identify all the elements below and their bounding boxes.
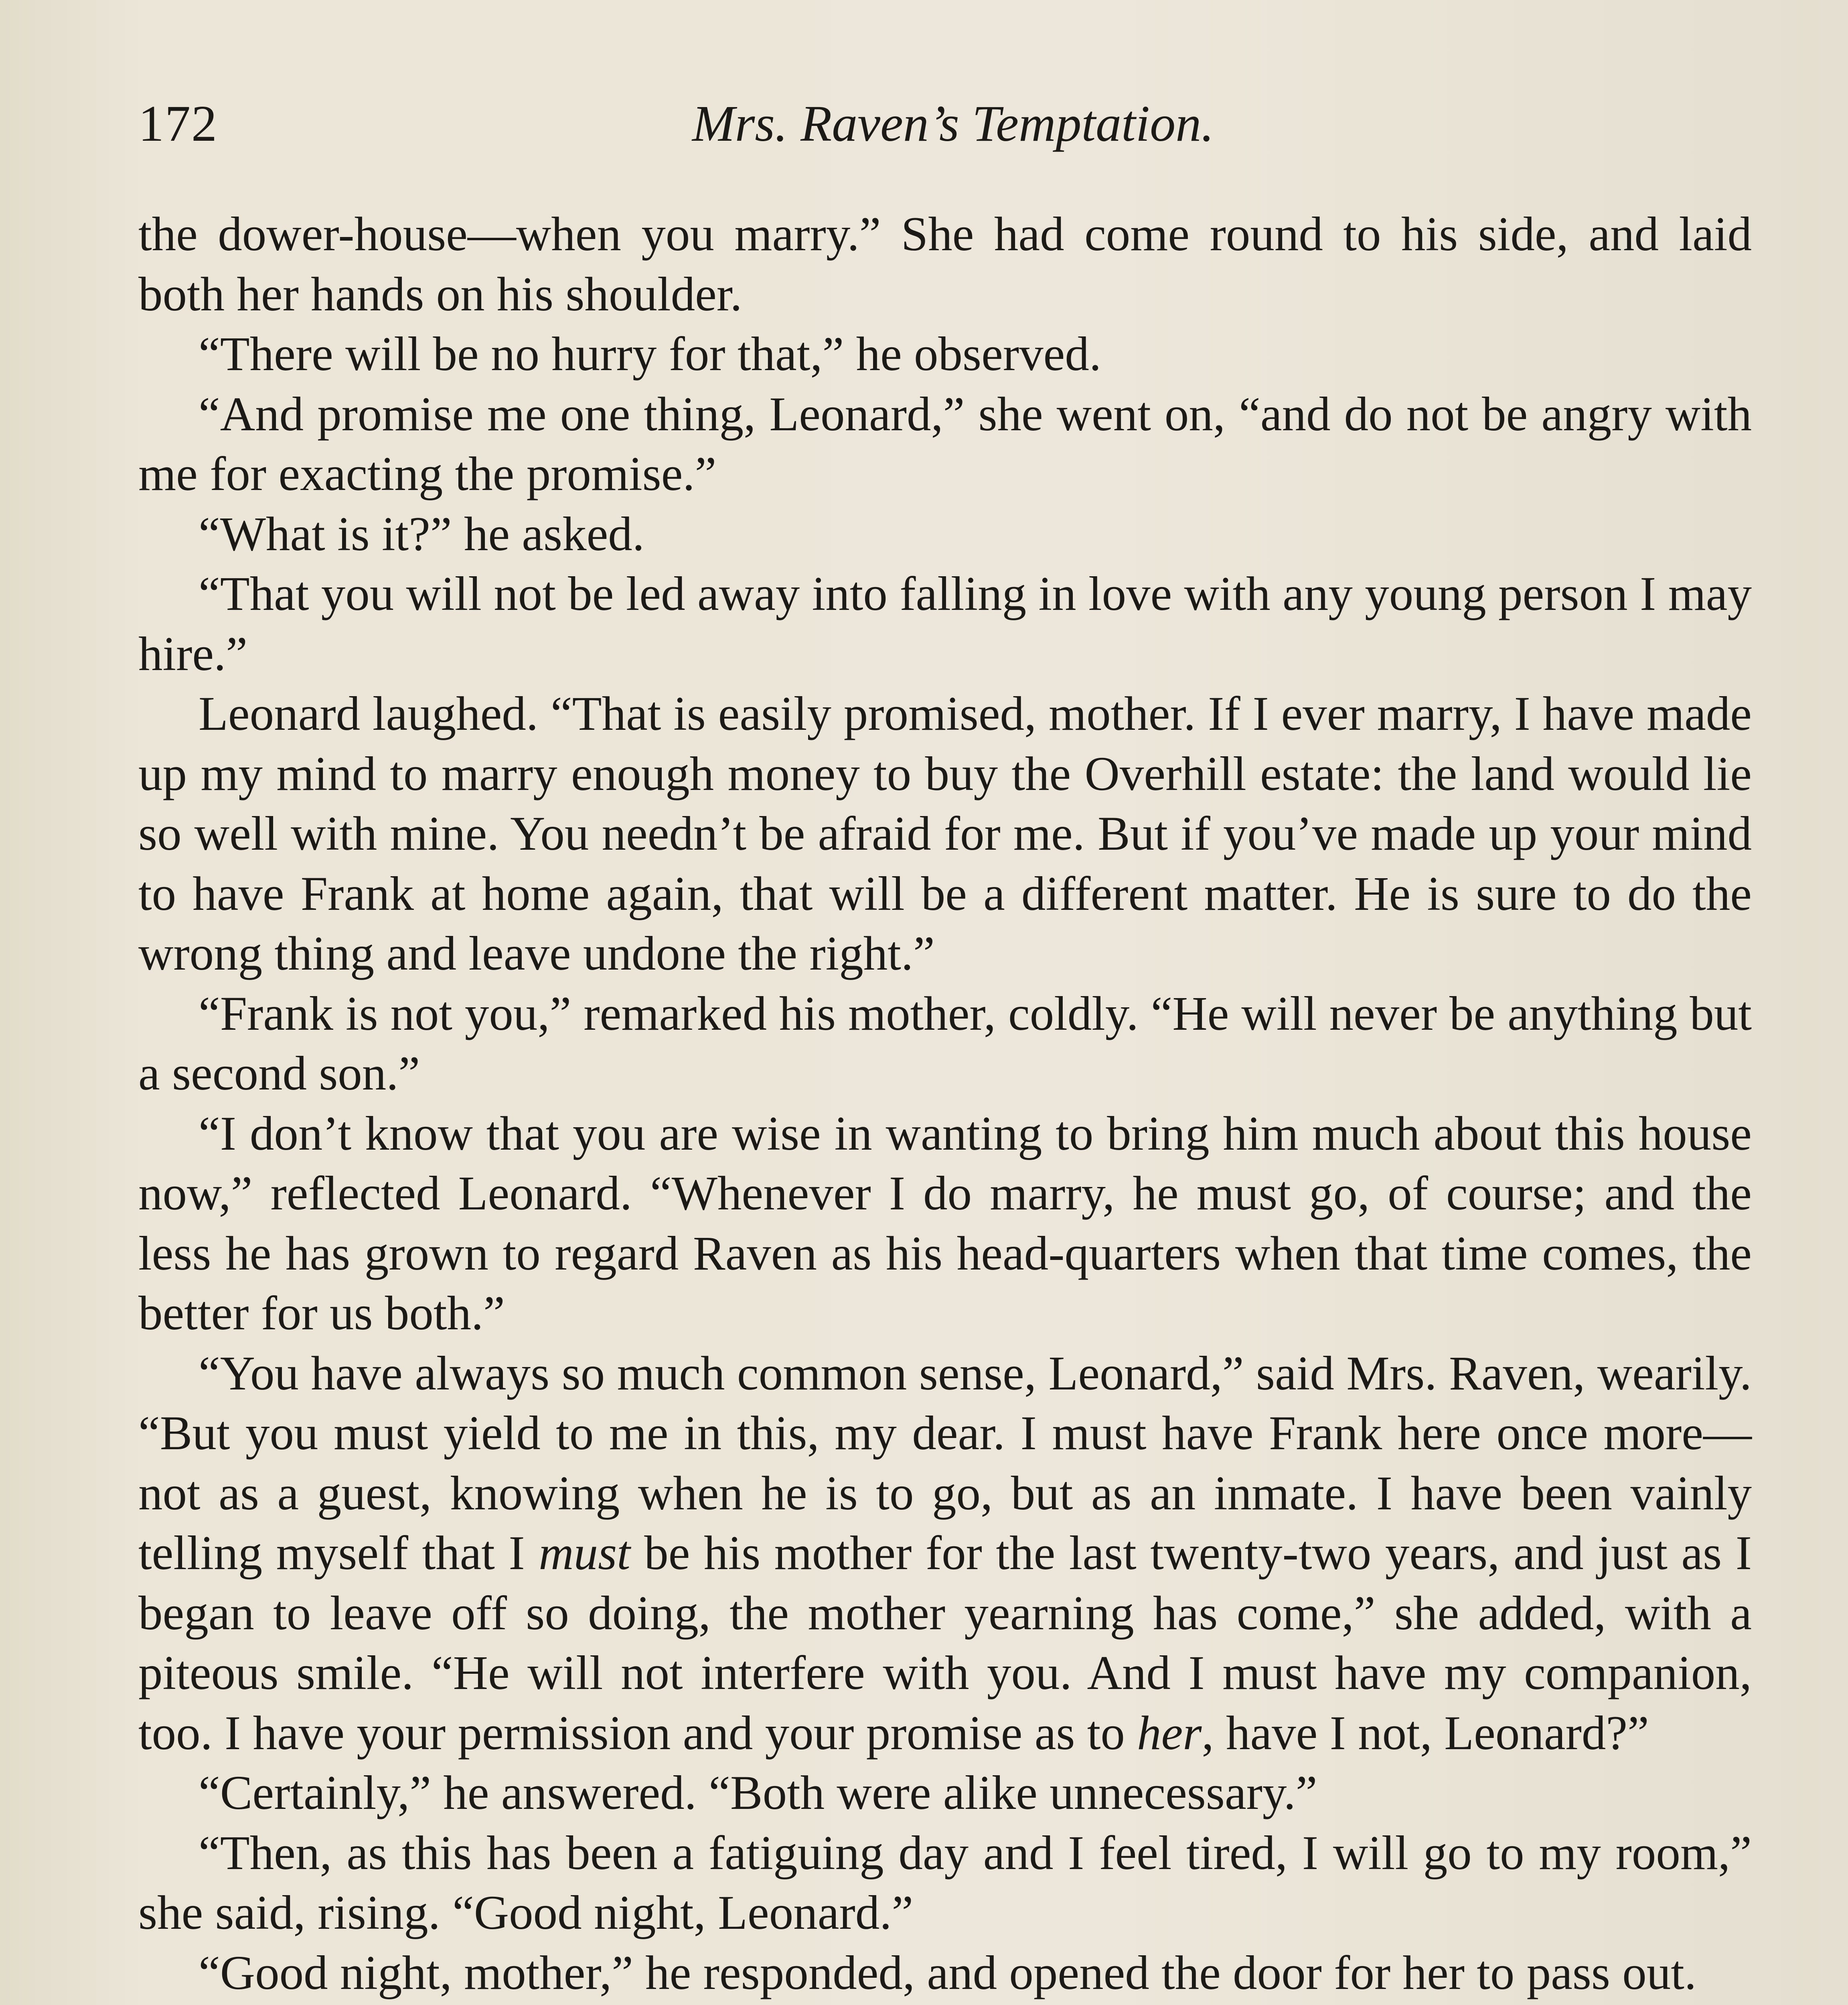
paragraph <box>138 385 1752 504</box>
text-run: “I don’t know that you are wise in wanting to bring him much about this house now,” reflected Leonard. “Whenever I do marry, he must go, of course; and the less he has grown to regard Raven as his head-quarters when that time comes, the better for us both.” <box>138 1106 1752 1340</box>
paragraph <box>138 2003 1752 2005</box>
paragraph <box>138 1823 1752 1943</box>
page-number: 172 <box>138 95 218 152</box>
paragraph <box>138 1344 1752 1764</box>
text-run: the dower-house—when you marry.” She had come round to his side, and laid both her hands on his shoulder. <box>138 207 1752 321</box>
running-title: Mrs. Raven’s Temptation. <box>692 95 1214 152</box>
paragraph <box>138 1104 1752 1344</box>
text-run: be his mother for the last twenty-two years, and just as I began to leave off so doing, the mother yearning has come,” she added, with a piteous smile. “He will not interfere with you. And I must have my companion, too. I have your permission and your promise as to <box>138 1526 1752 1760</box>
paragraph <box>138 205 1752 324</box>
text-run: “Certainly,” he answered. “Both were alike unnecessary.” <box>199 1766 1317 1820</box>
italic-text: her <box>1137 1706 1202 1760</box>
paragraph <box>138 324 1752 385</box>
text-run: “There will be no hurry for that,” he observed. <box>199 327 1102 381</box>
text-run: , have I not, Leonard?” <box>1202 1706 1649 1760</box>
paragraph <box>138 564 1752 684</box>
paragraph <box>138 984 1752 1104</box>
paragraph <box>138 684 1752 984</box>
paragraph <box>138 1763 1752 1823</box>
text-run: “Good night, mother,” he responded, and opened the door for her to pass out. <box>199 1946 1697 2000</box>
text-run: “Frank is not you,” remarked his mother, coldly. “He will never be anything but a second son.” <box>138 986 1752 1100</box>
text-run: “What is it?” he asked. <box>199 507 645 561</box>
text-run: “You have always so much common sense, Leonard,” said Mrs. Raven, wearily. “But you must yield to me in this, my dear. I must have Frank here once more—not as a guest, knowing when he is to go, but as an inmate. I have been vainly telling myself that I <box>138 1346 1752 1580</box>
body-text <box>138 205 1752 2005</box>
text-run: Leonard laughed. “That is easily promised, mother. If I ever marry, I have made up my mind to marry enough money to buy the Overhill estate: the land would lie so well with mine. You needn’t be afraid for me. But if you’ve made up your mind to have Frank at home again, that will be a different matter. He is sure to do the wrong thing and leave undone the right.” <box>138 687 1752 980</box>
text-run: “That you will not be led away into falling in love with any young person I may hire.” <box>138 567 1752 681</box>
paragraph <box>138 504 1752 565</box>
text-run: “Then, as this has been a fatiguing day and I feel tired, I will go to my room,” she said, rising. “Good night, Leonard.” <box>138 1826 1752 1940</box>
page-header <box>138 94 1752 166</box>
text-run: “And promise me one thing, Leonard,” she went on, “and do not be angry with me for exacting the promise.” <box>138 387 1752 501</box>
paragraph <box>138 1943 1752 2003</box>
italic-text: must <box>539 1526 630 1580</box>
